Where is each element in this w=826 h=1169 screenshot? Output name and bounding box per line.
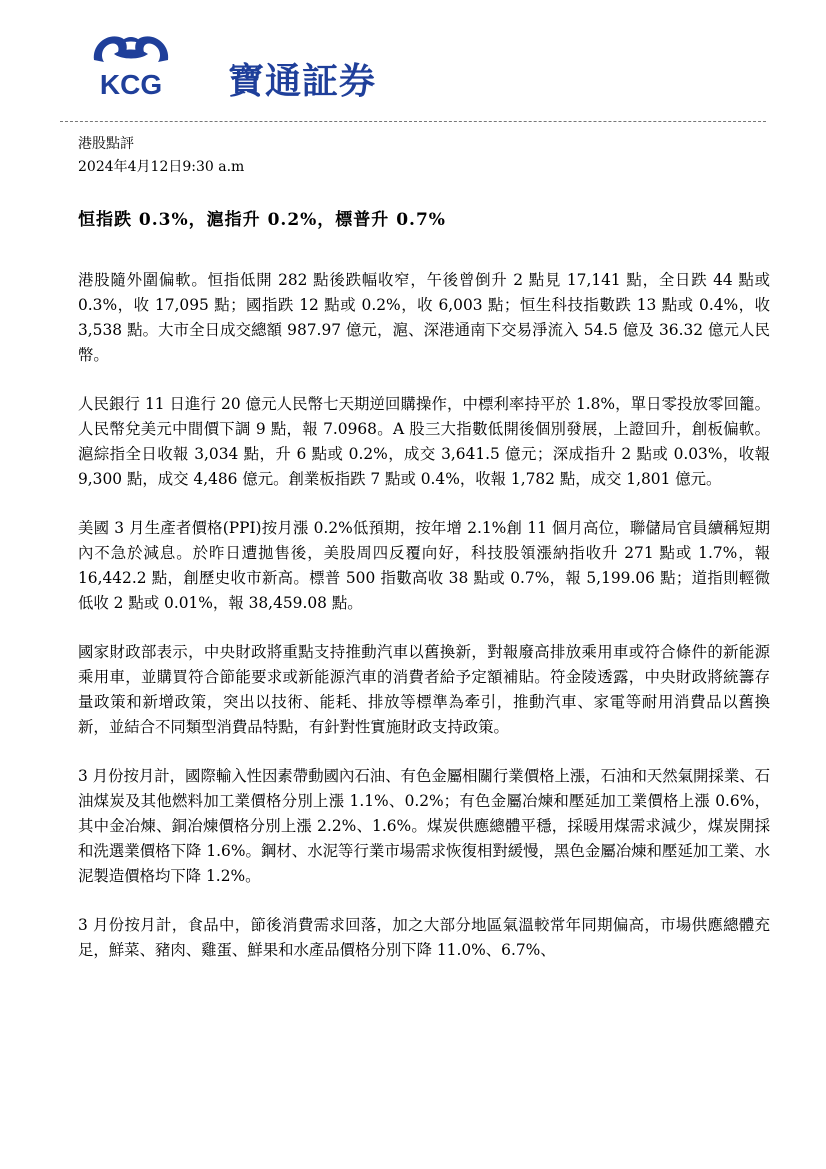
page-header — [0, 0, 826, 122]
logo-text: KCG — [99, 69, 163, 100]
paragraph-2: 人民銀行 11 日進行 20 億元人民幣七天期逆回購操作，中標利率持平於 1.8%，單日零投放零回籠。人民幣兌美元中間價下調 9 點，報 7.0968。A 股三大指數低開後個別發展，上證回升，創板偏軟。滬綜指全日收報 3,034 點，升 6 點或 0.2%，成交 3,641.5 億元；深成指升 2 點或 0.03%，收報 9,300 點，成交 4,486 億元。創業板指跌 7 點或 0.4%，收報 1,782 點，成交 1,801 億元。 — [78, 395, 770, 488]
report-datetime: 2024年4月12日9:30 a.m — [78, 159, 245, 175]
paragraph-5: 3 月份按月計，國際輸入性因素帶動國內石油、有色金屬相關行業價格上漲，石油和天然氣開採業、石油煤炭及其他燃料加工業價格分別上漲 1.1%、0.2%；有色金屬冶煉和壓延加工業價格上漲 0.6%，其中金冶煉、銅冶煉價格分別上漲 2.2%、1.6%。煤炭供應總體平穩，採暖用煤需求減少，煤炭開採和洗選業價格下降 1.6%。鋼材、水泥等行業市場需求恢復相對緩慢，黑色金屬冶煉和壓延加工業、水泥製造價格均下降 1.2%。 — [78, 767, 770, 885]
header-divider — [60, 121, 766, 122]
paragraph-6: 3 月份按月計，食品中，節後消費需求回落，加之大部分地區氣溫較常年同期偏高，市場供應總體充足，鮮菜、豬肉、雞蛋、鮮果和水產品價格分別下降 11.0%、6.7%、 — [78, 916, 770, 959]
headline: 恒指跌 0.3%，滬指升 0.2%，標普升 0.7% — [78, 210, 446, 230]
paragraph-4: 國家財政部表示，中央財政將重點支持推動汽車以舊換新，對報廢高排放乘用車或符合條件的新能源乘用車，並購買符合節能要求或新能源汽車的消費者給予定額補貼。符金陵透露，中央財政將統籌存量政策和新增政策，突出以技術、能耗、排放等標準為牽引，推動汽車、家電等耐用消費品以舊換新，並結合不同類型消費品特點，有針對性實施財政支持政策。 — [78, 643, 770, 736]
article-body — [78, 268, 770, 987]
paragraph-3: 美國 3 月生產者價格(PPI)按月漲 0.2%低預期，按年增 2.1%創 11 個月高位，聯儲局官員續稱短期內不急於減息。於昨日遭拋售後，美股周四反覆向好，科技股領漲納指收升 271 點或 1.7%，報 16,442.2 點，創歷史收市新高。標普 500 指數高收 38 點或 0.7%，報 5,199.06 點；道指則輕微低收 2 點或 0.01%，報 38,459.08 點。 — [78, 519, 770, 612]
brand-name: 寶通証券 — [228, 60, 377, 102]
report-type: 港股點評 — [78, 136, 134, 152]
paragraph-1: 港股隨外圍偏軟。恒指低開 282 點後跌幅收窄，午後曾倒升 2 點見 17,141 點，全日跌 44 點或 0.3%，收 17,095 點；國指跌 12 點或 0.2%，收 6,003 點；恒生科技指數跌 13 點或 0.4%，收 3,538 點。大市全日成交總額 987.97 億元，滬、深港通南下交易淨流入 54.5 億及 36.32 億元人民幣。 — [78, 271, 770, 364]
kcg-logo-icon — [88, 24, 174, 100]
report-meta — [78, 133, 244, 179]
